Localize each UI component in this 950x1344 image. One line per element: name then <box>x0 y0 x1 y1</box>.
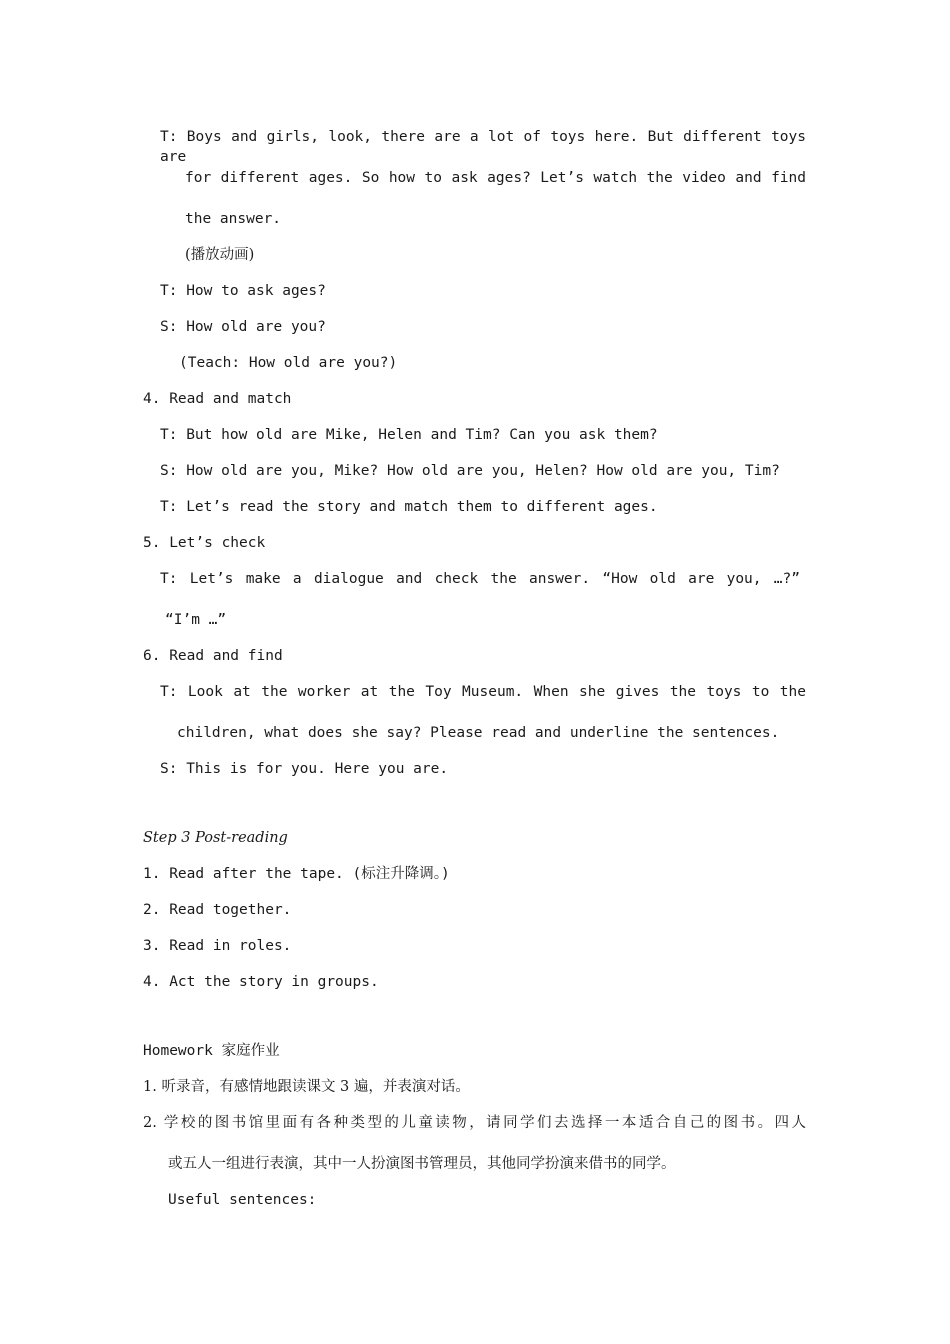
step-3-heading: Step 3 Post-reading <box>143 830 288 846</box>
item-5-teacher-line-1: T: Let’s make a dialogue and check the answer. “How old are you, …?” <box>160 571 800 587</box>
item-6-title: 6. Read and find <box>143 648 283 664</box>
useful-sentences-label: Useful sentences: <box>168 1192 317 1208</box>
item-6-student-line: S: This is for you. Here you are. <box>160 761 449 777</box>
homework-item-2-line-2: 或五人一组进行表演，其中一人扮演图书管理员，其他同学扮演来借书的同学。 <box>168 1156 676 1172</box>
teacher-line-toys-1: T: Boys and girls, look, there are a lot of toys here. But different toys are <box>160 129 806 165</box>
teacher-line-toys-2: for different ages. So how to ask ages? Let’s watch the video and find <box>185 170 806 186</box>
item-4-student-line: S: How old are you, Mike? How old are you, Helen? How old are you, Tim? <box>160 463 780 479</box>
teacher-line-ask-ages: T: How to ask ages? <box>160 283 326 299</box>
teach-note: (Teach: How old are you?) <box>179 355 398 371</box>
item-4-teacher-line-2: T: Let’s read the story and match them to different ages. <box>160 499 658 515</box>
item-6-teacher-line-1: T: Look at the worker at the Toy Museum. When she gives the toys to the <box>160 684 806 700</box>
homework-heading: Homework 家庭作业 <box>143 1043 280 1059</box>
item-5-title: 5. Let’s check <box>143 535 266 551</box>
teacher-line-toys-3: the answer. <box>185 211 282 227</box>
student-line-how-old: S: How old are you? <box>160 319 326 335</box>
item-4-teacher-line: T: But how old are Mike, Helen and Tim? Can you ask them? <box>160 427 658 443</box>
step-3-item-2: 2. Read together. <box>143 902 292 918</box>
item-6-teacher-line-2: children, what does she say? Please read and underline the sentences. <box>177 725 780 741</box>
step-3-item-4: 4. Act the story in groups. <box>143 974 379 990</box>
homework-item-2-line-1: 2. 学校的图书馆里面有各种类型的儿童读物，请同学们去选择一本适合自己的图书。四人 <box>143 1115 806 1131</box>
note-play-animation: (播放动画) <box>185 247 255 263</box>
homework-item-1: 1. 听录音，有感情地跟读课文 3 遍，并表演对话。 <box>143 1079 470 1095</box>
step-3-item-3: 3. Read in roles. <box>143 938 292 954</box>
step-3-item-1: 1. Read after the tape. (标注升降调。) <box>143 866 450 882</box>
item-4-title: 4. Read and match <box>143 391 292 407</box>
item-5-teacher-line-2: “I’m …” <box>165 612 227 628</box>
